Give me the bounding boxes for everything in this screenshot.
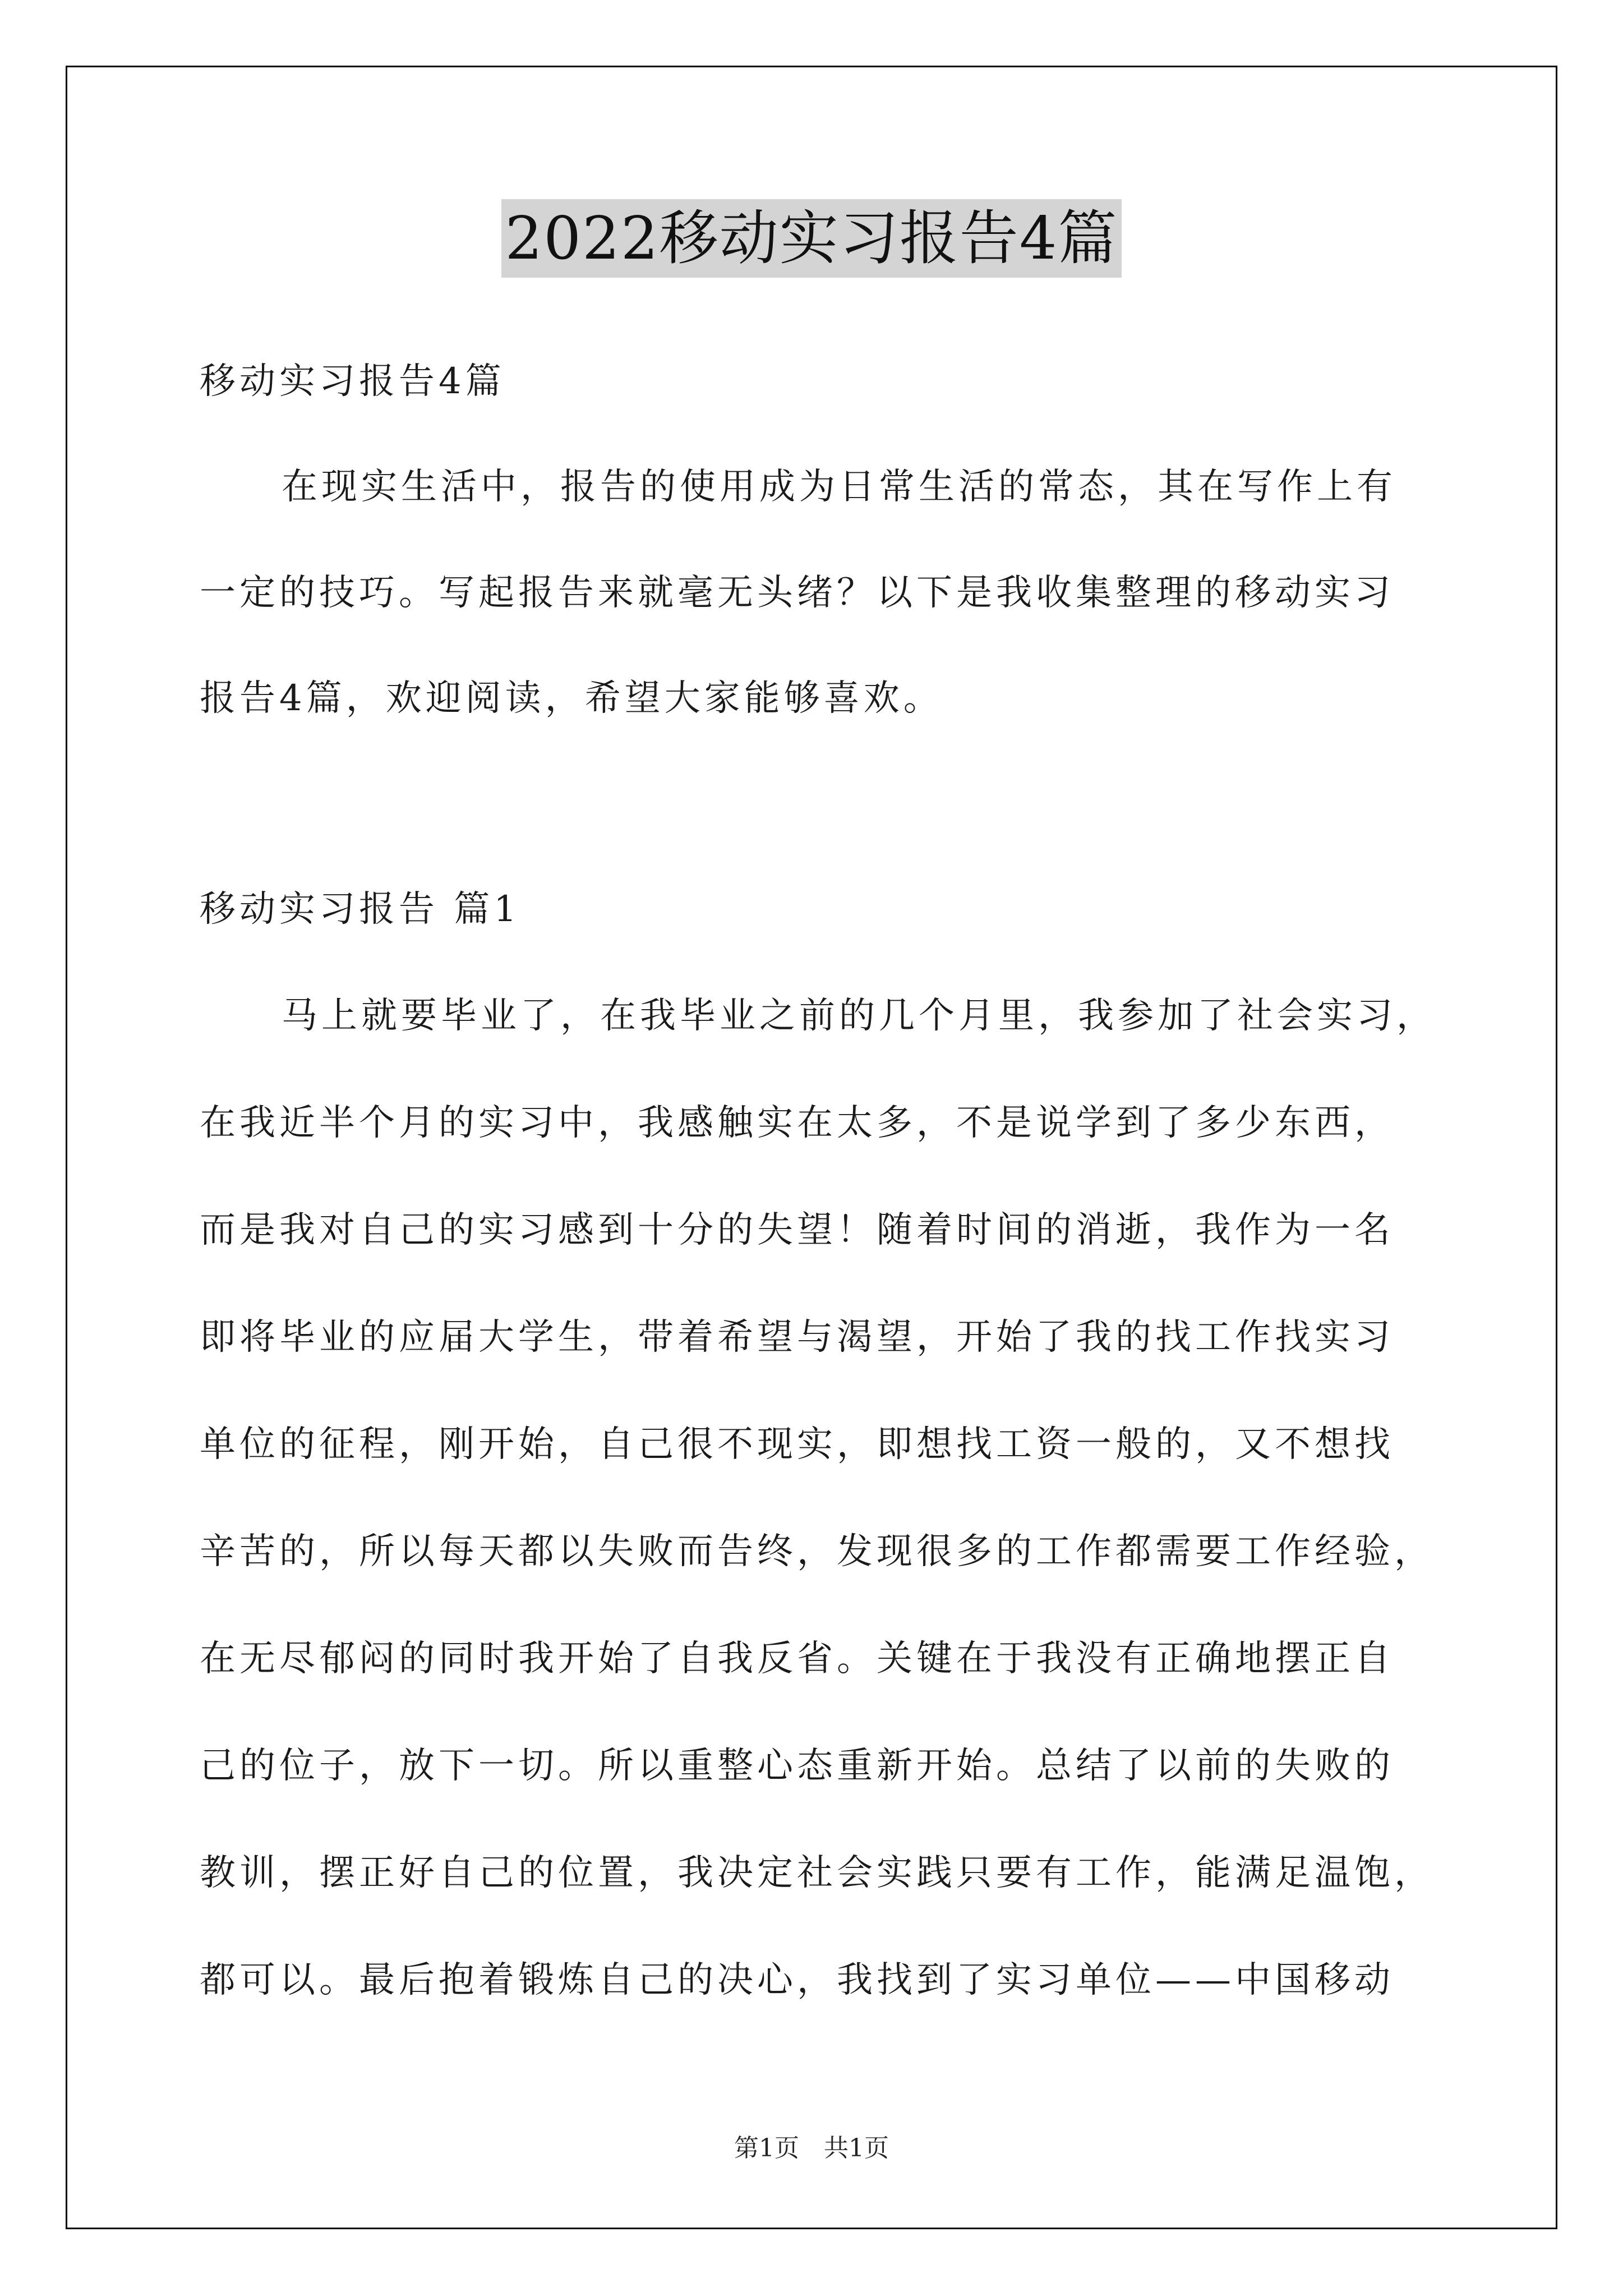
body-line: 在我近半个月的实习中，我感触实在太多，不是说学到了多少东西， bbox=[200, 1102, 1394, 1144]
title-container bbox=[0, 199, 1623, 278]
body-line: 己的位子，放下一切。所以重整心态重新开始。总结了以前的失败的 bbox=[200, 1745, 1394, 1787]
intro-line: 报告4篇，欢迎阅读，希望大家能够喜欢。 bbox=[200, 678, 943, 719]
body-line: 辛苦的，所以每天都以失败而告终，发现很多的工作都需要工作经验， bbox=[200, 1531, 1434, 1572]
body-line: 都可以。最后抱着锻炼自己的决心，我找到了实习单位——中国移动 bbox=[200, 1959, 1394, 2001]
body-line: 即将毕业的应届大学生，带着希望与渴望，开始了我的找工作找实习 bbox=[200, 1317, 1394, 1358]
page-footer: 第1页 共1页 bbox=[734, 2134, 889, 2162]
intro-line: 一定的技巧。写起报告来就毫无头绪？以下是我收集整理的移动实习 bbox=[200, 572, 1394, 614]
body-line: 单位的征程，刚开始，自己很不现实，即想找工资一般的，又不想找 bbox=[200, 1424, 1394, 1465]
body-line: 马上就要毕业了，在我毕业之前的几个月里，我参加了社会实习， bbox=[282, 995, 1436, 1037]
body-line: 在无尽郁闷的同时我开始了自我反省。关键在于我没有正确地摆正自 bbox=[200, 1638, 1394, 1680]
intro-line: 在现实生活中，报告的使用成为日常生活的常态，其在写作上有 bbox=[282, 466, 1396, 508]
document-title: 2022移动实习报告4篇 bbox=[501, 199, 1121, 278]
section-heading: 移动实习报告 篇1 bbox=[200, 889, 521, 930]
body-line: 而是我对自己的实习感到十分的失望！随着时间的消逝，我作为一名 bbox=[200, 1209, 1394, 1251]
document-subtitle: 移动实习报告4篇 bbox=[200, 361, 505, 402]
body-line: 教训，摆正好自己的位置，我决定社会实践只要有工作，能满足温饱， bbox=[200, 1852, 1434, 1894]
